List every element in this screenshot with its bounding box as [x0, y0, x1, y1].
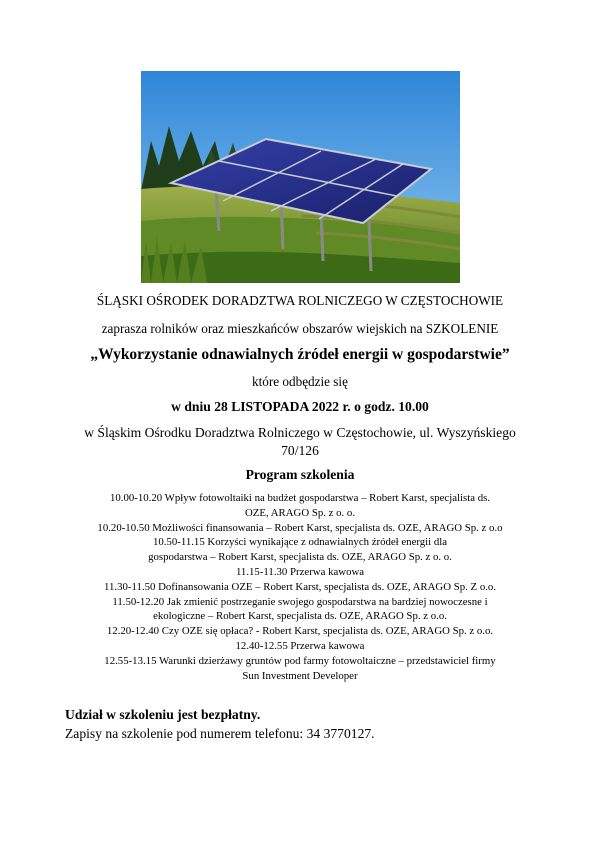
program-line: 12.40-12.55 Przerwa kawowa: [235, 639, 365, 652]
program-line: 10.00-10.20 Wpływ fotowoltaiki na budżet gospodarstwa – Robert Karst, specjalista ds.: [109, 492, 491, 504]
event-place-line1: w Śląskim Ośrodku Doradztwa Rolniczego w Częstochowie, ul. Wyszyńskiego: [84, 425, 516, 440]
solar-panel-photo: [141, 71, 460, 283]
program-line: 12.20-12.40 Czy OZE się opłaca? - Robert Karst, specjalista ds. OZE, ARAGO Sp. z o.o.: [106, 625, 494, 638]
event-date: w dniu 28 LISTOPADA 2022 r. o godz. 10.00: [171, 399, 429, 414]
program-line: gospodarstwa – Robert Karst, specjalista ds. OZE, ARAGO Sp. z o. o.: [148, 551, 452, 564]
program-line: 11.15-11.30 Przerwa kawowa: [235, 565, 365, 578]
program-line: 12.55-13.15 Warunki dzierżawy gruntów pod farmy fotowoltaiczne – przedstawiciel firmy: [104, 654, 496, 667]
program-line: OZE, ARAGO Sp. z o. o.: [244, 506, 356, 519]
training-title: „Wykorzystanie odnawialnych źródeł energii w gospodarstwie”: [90, 346, 510, 363]
program-line: 11.50-12.20 Jak zmienić postrzeganie swojego gospodarstwa na bardziej nowoczesne i: [112, 595, 488, 608]
program-line: ekologiczne – Robert Karst, specjalista ds. OZE, ARAGO Sp. z o.o.: [153, 610, 447, 623]
program-heading: Program szkolenia: [245, 467, 355, 482]
free-participation-note: Udział w szkoleniu jest bezpłatny.: [65, 707, 261, 722]
event-intro: które odbędzie się: [252, 374, 348, 389]
event-place-line2: 70/126: [281, 443, 319, 458]
registration-phone: Zapisy na szkolenie pod numerem telefonu: 34 3770127.: [65, 726, 375, 741]
program-list: [0, 491, 600, 683]
program-line: 10.50-11.15 Korzyści wynikające z odnawialnych źródeł energii dla: [152, 536, 448, 549]
program-line: 10.20-10.50 Możliwości finansowania – Robert Karst, specjalista ds. OZE, ARAGO Sp. z o.o: [97, 521, 503, 534]
invitation-text: zaprasza rolników oraz mieszkańców obszarów wiejskich na SZKOLENIE: [101, 321, 499, 336]
program-line: Sun Investment Developer: [242, 669, 358, 682]
program-line: 11.30-11.50 Dofinansowania OZE – Robert Karst, specjalista ds. OZE, ARAGO Sp. Z o.o.: [103, 580, 497, 593]
organizer-name: ŚLĄSKI OŚRODEK DORADZTWA ROLNICZEGO W CZĘSTOCHOWIE: [96, 293, 504, 308]
